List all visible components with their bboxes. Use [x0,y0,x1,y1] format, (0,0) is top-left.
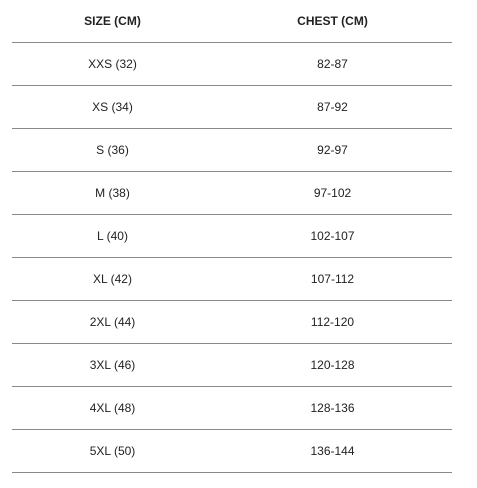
table-header [12,0,452,43]
header-row [12,0,452,43]
chest-cell: 112-120 [213,301,452,344]
chest-cell: 107-112 [213,258,452,301]
table-row [12,387,452,430]
size-chart-table [12,0,452,473]
table-row [12,430,452,473]
size-cell: 5XL (50) [12,430,213,473]
size-cell: 2XL (44) [12,301,213,344]
chest-cell: 97-102 [213,172,452,215]
size-cell: S (36) [12,129,213,172]
column-header-size: SIZE (CM) [12,0,213,43]
table-row [12,129,452,172]
chest-cell: 92-97 [213,129,452,172]
chest-cell: 128-136 [213,387,452,430]
column-header-chest: CHEST (CM) [213,0,452,43]
chest-cell: 120-128 [213,344,452,387]
size-cell: M (38) [12,172,213,215]
table-row [12,86,452,129]
size-cell: XXS (32) [12,43,213,86]
table-row [12,43,452,86]
size-cell: 4XL (48) [12,387,213,430]
table-row [12,301,452,344]
size-cell: 3XL (46) [12,344,213,387]
size-cell: XS (34) [12,86,213,129]
table-row [12,172,452,215]
table-row [12,215,452,258]
chest-cell: 136-144 [213,430,452,473]
chest-cell: 102-107 [213,215,452,258]
size-cell: L (40) [12,215,213,258]
table-body [12,43,452,473]
table-row [12,258,452,301]
size-cell: XL (42) [12,258,213,301]
chest-cell: 82-87 [213,43,452,86]
chest-cell: 87-92 [213,86,452,129]
table-row [12,344,452,387]
